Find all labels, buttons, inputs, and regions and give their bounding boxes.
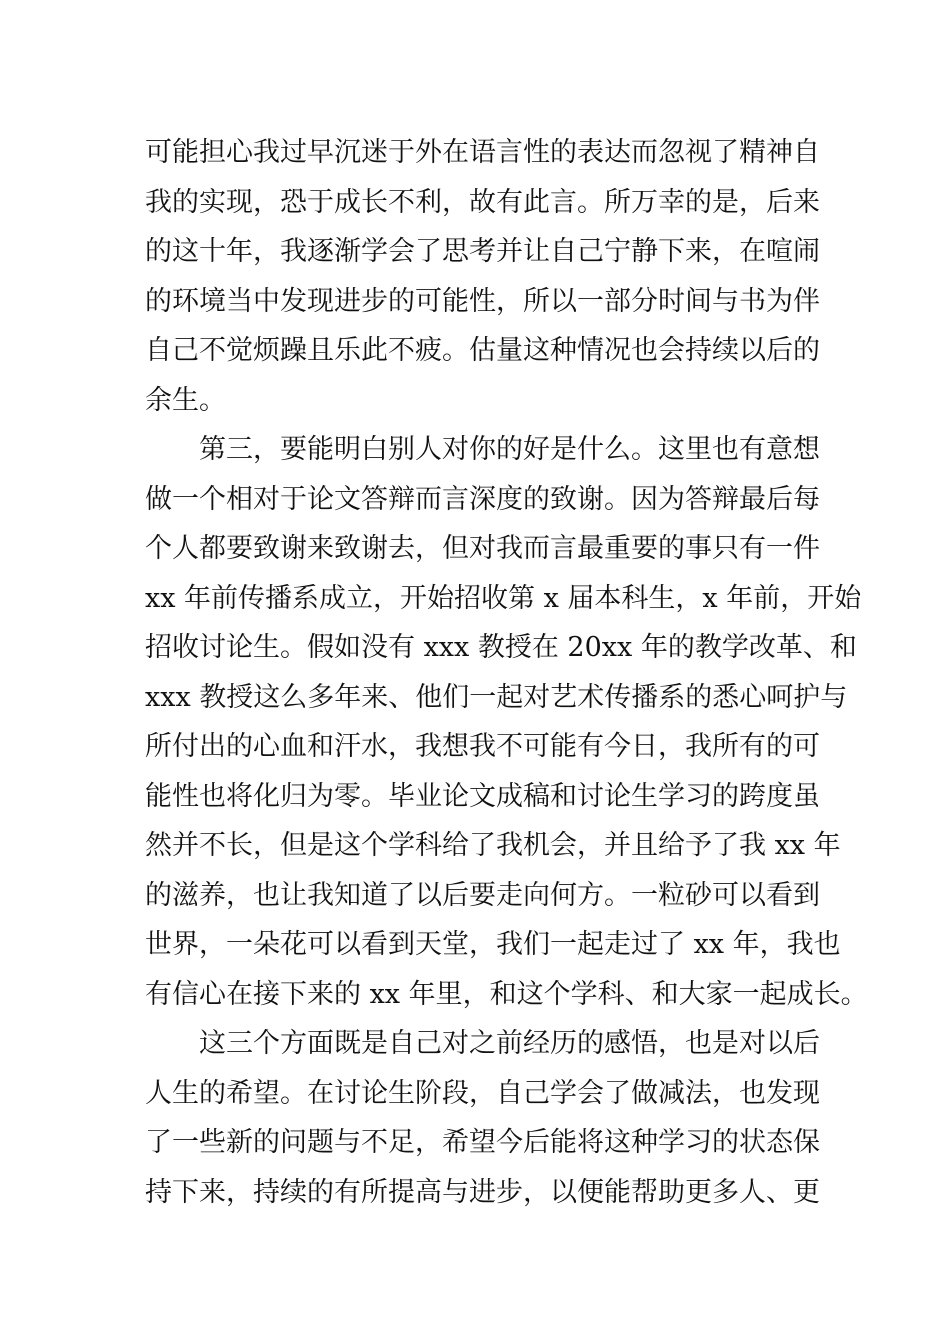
text-line: xx 年前传播系成立，开始招收第 x 届本科生，x 年前，开始 [145,582,862,614]
text-line: 可能担心我过早沉迷于外在语言性的表达而忽视了精神自 [145,137,820,168]
text-line: 个人都要致谢来致谢去，但对我而言最重要的事只有一件 [145,533,820,564]
text-line: 的这十年，我逐渐学会了思考并让自己宁静下来，在喧闹 [145,236,820,267]
text-line: 能性也将化归为零。毕业论文成稿和讨论生学习的跨度虽 [145,780,820,812]
text-line: 这三个方面既是自己对之前经历的感悟，也是对以后 [199,1028,820,1059]
text-line: 的环境当中发现进步的可能性，所以一部分时间与书为伴 [145,285,820,317]
text-line: 然并不长，但是这个学科给了我机会，并且给予了我 xx 年 [145,830,841,861]
text-line: 第三，要能明白别人对你的好是什么。这里也有意想 [199,434,820,465]
text-line: 余生。 [145,384,226,416]
text-line: 招收讨论生。假如没有 xxx 教授在 20xx 年的教学改革、和 [145,632,857,663]
text-line: xxx 教授这么多年来、他们一起对艺术传播系的悉心呵护与 [145,681,848,713]
text-line: 的滋养，也让我知道了以后要走向何方。一粒砂可以看到 [145,879,820,911]
paragraph-3 [145,1019,820,1217]
text-line: 自己不觉烦躁且乐此不疲。估量这种情况也会持续以后的 [145,335,820,366]
text-line: 做一个相对于论文答辩而言深度的致谢。因为答辩最后每 [145,483,820,515]
paragraph-1 [145,128,820,425]
body-text [145,128,868,1217]
paragraph-2 [145,425,868,1019]
text-line: 所付出的心血和汗水，我想我不可能有今日，我所有的可 [145,731,820,762]
text-line: 持下来，持续的有所提高与进步，以便能帮助更多人、更 [145,1176,820,1208]
text-line: 人生的希望。在讨论生阶段，自己学会了做减法，也发现 [145,1077,820,1109]
text-line: 世界，一朵花可以看到天堂，我们一起走过了 xx 年，我也 [145,929,841,960]
text-line: 我的实现，恐于成长不利，故有此言。所万幸的是，后来 [145,186,820,218]
text-line: 了一些新的问题与不足，希望今后能将这种学习的状态保 [145,1127,820,1158]
text-line: 有信心在接下来的 xx 年里，和这个学科、和大家一起成长。 [145,978,868,1010]
